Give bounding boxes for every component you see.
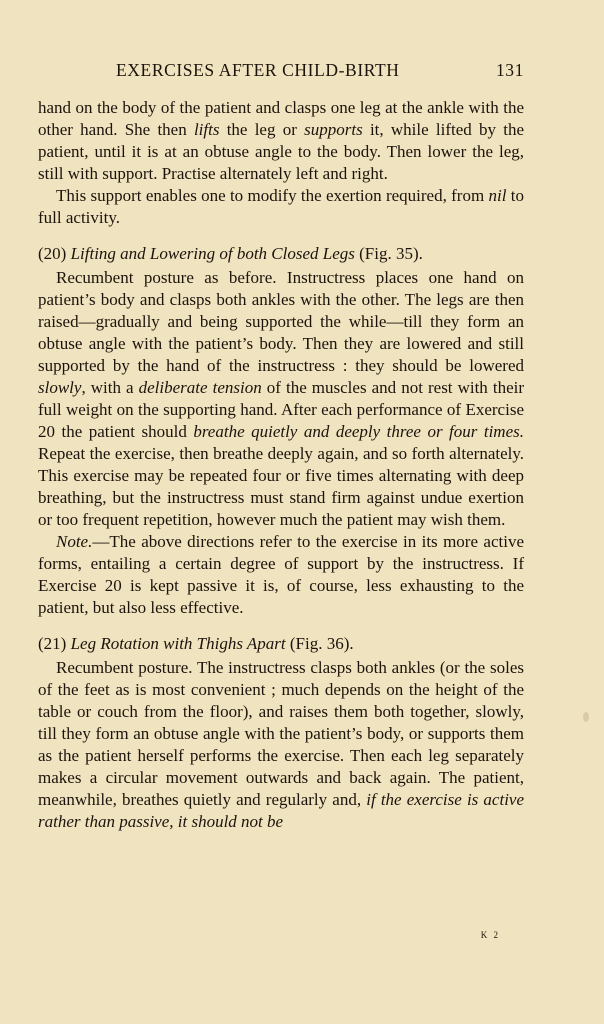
italic-run: if the exercise is active rather than passive, it should not be — [38, 790, 525, 831]
italic-run: Note. — [56, 532, 93, 551]
text-run: to full activity. — [38, 186, 524, 227]
paragraph-support-note — [38, 185, 524, 229]
figure-reference: (Fig. 36). — [285, 634, 354, 653]
text-run: of the muscles and not rest with their full weight on the supporting hand. After each performance of Exercise 20 the patient should — [38, 378, 525, 441]
text-run: Recumbent posture as before. Instructress places one hand on patient’s body and clasps both ankles with the other. The legs are then raised—gradually and being supported the while—till they form an obtuse angle with the patient’s body. Then they are lowered and still supported by the hand of the instructress : they should be lowered — [38, 268, 524, 375]
section-heading-20 — [38, 243, 524, 265]
page-number: 131 — [495, 60, 524, 80]
section-title: Leg Rotation with Thighs Apart — [70, 634, 286, 653]
text-run: Recumbent posture. The instructress clasps both ankles (or the soles of the feet as is most convenient ; much depends on the height of the table or couch from the floor), and raises them both together, slowly, till they form an obtuse angle with the patient’s body, or supports them as the patient herself performs the exercise. Then each leg separately makes a circular movement outwards and back again. The patient, meanwhile, breathes quietly and regularly and, — [38, 658, 524, 809]
text-run: Repeat the exercise, then breathe deeply again, and so forth alternately. This exercise may be repeated four or five times alternating with deep breathing, but the instructress must stand firm against undue exertion or too frequent repetition, however much the patient may wish them. — [38, 444, 524, 529]
section-title: Lifting and Lowering of both Closed Legs — [70, 244, 355, 263]
text-run: —The above directions refer to the exercise in its more active forms, entailing a certain degree of support by the instructress. If Exercise 20 is kept passive it is, of course, less exhausting to the patient, but also less effective. — [38, 532, 524, 617]
body-text — [38, 97, 524, 833]
section-number: (20) — [38, 244, 71, 263]
section-heading-21 — [38, 633, 524, 655]
section-number: (21) — [38, 634, 71, 653]
text-run: it, while lifted by the patient, until it is at an obtuse angle to the body. Then lower the leg, still with support. Practise alternately left and right. — [38, 120, 525, 183]
running-head — [38, 60, 524, 86]
section-gap — [38, 619, 524, 633]
text-run: This support enables one to modify the exertion required, from — [56, 186, 489, 205]
italic-run: supports — [304, 120, 363, 139]
signature-mark: K 2 — [480, 930, 500, 940]
italic-run: nil — [488, 186, 507, 205]
italic-run: deliberate tension — [138, 378, 262, 397]
section-gap — [38, 229, 524, 243]
running-head-title: EXERCISES AFTER CHILD-BIRTH — [116, 60, 400, 80]
paper-speck — [583, 712, 589, 722]
text-run: hand on the body of the patient and clasps one leg at the ankle with the other hand. She then — [38, 98, 524, 139]
italic-run: breathe quietly and deeply three or four times. — [193, 422, 524, 441]
paragraph-exercise-21 — [38, 657, 524, 833]
paragraph-continuation — [38, 97, 524, 185]
paragraph-note — [38, 531, 524, 619]
text-run: the leg or — [219, 120, 305, 139]
paragraph-exercise-20 — [38, 267, 524, 531]
figure-reference: (Fig. 35). — [354, 244, 423, 263]
text-run: , with a — [81, 378, 139, 397]
italic-run: lifts — [193, 120, 220, 139]
italic-run: slowly — [38, 378, 82, 397]
